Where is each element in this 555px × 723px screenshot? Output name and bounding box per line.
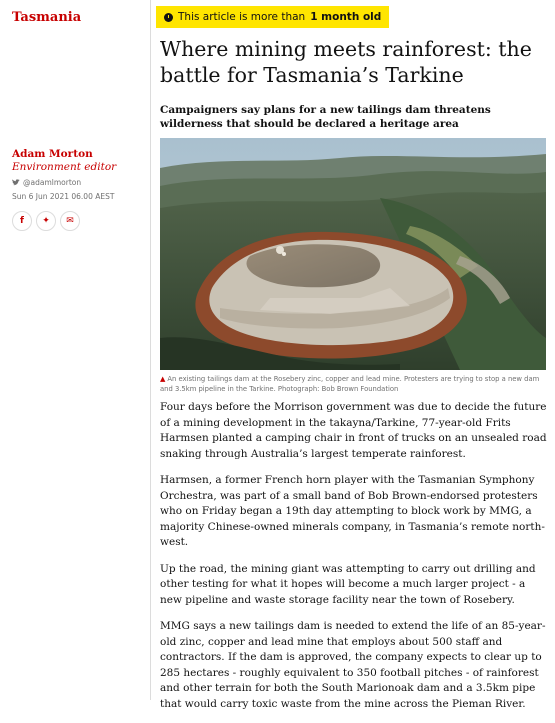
- article-body: [160, 400, 548, 723]
- facebook-share-button[interactable]: [12, 211, 32, 231]
- article-age-badge: [156, 6, 389, 28]
- caption-triangle-icon: ▲: [160, 375, 166, 383]
- article-headline: Where mining meets rainforest: the battle for Tasmania’s Tarkine: [160, 37, 532, 87]
- author-twitter-link[interactable]: [12, 178, 81, 187]
- twitter-icon: ✦: [42, 216, 50, 226]
- caption-text: An existing tailings dam at the Rosebery zinc, copper and lead mine. Protesters are trying to stop a new dam and 3.5km pipeline in the Tarkine. Photograph: Bob Brown Foundation: [160, 375, 540, 393]
- clock-icon: [164, 13, 173, 22]
- age-badge-prefix: This article is more than: [178, 11, 306, 23]
- email-share-button[interactable]: [60, 211, 80, 231]
- twitter-bird-icon: [12, 179, 20, 186]
- body-paragraph: Up the road, the mining giant was attempting to carry out drilling and other testing for what it hopes will become a much larger project - a new pipeline and waste storage facility near the town of Rosebery.: [160, 562, 536, 606]
- email-icon: ✉: [66, 216, 74, 226]
- author-name-link[interactable]: Adam Morton: [12, 148, 93, 160]
- article-standfirst: Campaigners say plans for a new tailings dam threatens wilderness that should be declared a heritage area: [160, 104, 491, 130]
- body-paragraph: Four days before the Morrison government was due to decide the future of a mining development in the takayna/Tarkine, 77-year-old Frits Harmsen planted a camping chair in front of trucks on an unsealed road snaking through Australia’s largest temperate rainforest.: [160, 401, 547, 460]
- section-tag-link[interactable]: Tasmania: [12, 10, 82, 25]
- tailings-dam-aerial-photo: [160, 138, 546, 370]
- facebook-icon: f: [20, 216, 24, 226]
- image-caption: [160, 374, 548, 394]
- left-rail-divider: [150, 0, 151, 700]
- body-paragraph: MMG says a new tailings dam is needed to extend the life of an 85-year-old zinc, copper and lead mine that employs about 500 staff and contractors. If the dam is approved, the company expects to clear up to 285 hectares - roughly equivalent to 350 football pitches - of rainforest and other terrain for both the South Marionoak dam and a 3.5km pipe that would carry toxic waste from the mine across the Pieman River.: [160, 620, 546, 710]
- byline: [12, 148, 147, 174]
- share-buttons: [12, 211, 80, 231]
- age-badge-emphasis: 1 month old: [310, 11, 382, 23]
- hero-image[interactable]: [160, 138, 546, 370]
- body-paragraph: Harmsen, a former French horn player with the Tasmanian Symphony Orchestra, was part of a small band of Bob Brown-endorsed protesters who on Friday began a 19th day attempting to block work by MMG, a majority Chinese-owned minerals company, in Tasmania’s remote north-west.: [160, 474, 545, 548]
- author-role: Environment editor: [12, 161, 117, 173]
- twitter-share-button[interactable]: [36, 211, 56, 231]
- publish-date: Sun 6 Jun 2021 06.00 AEST: [12, 192, 115, 201]
- author-twitter-handle: @adamlmorton: [23, 178, 82, 187]
